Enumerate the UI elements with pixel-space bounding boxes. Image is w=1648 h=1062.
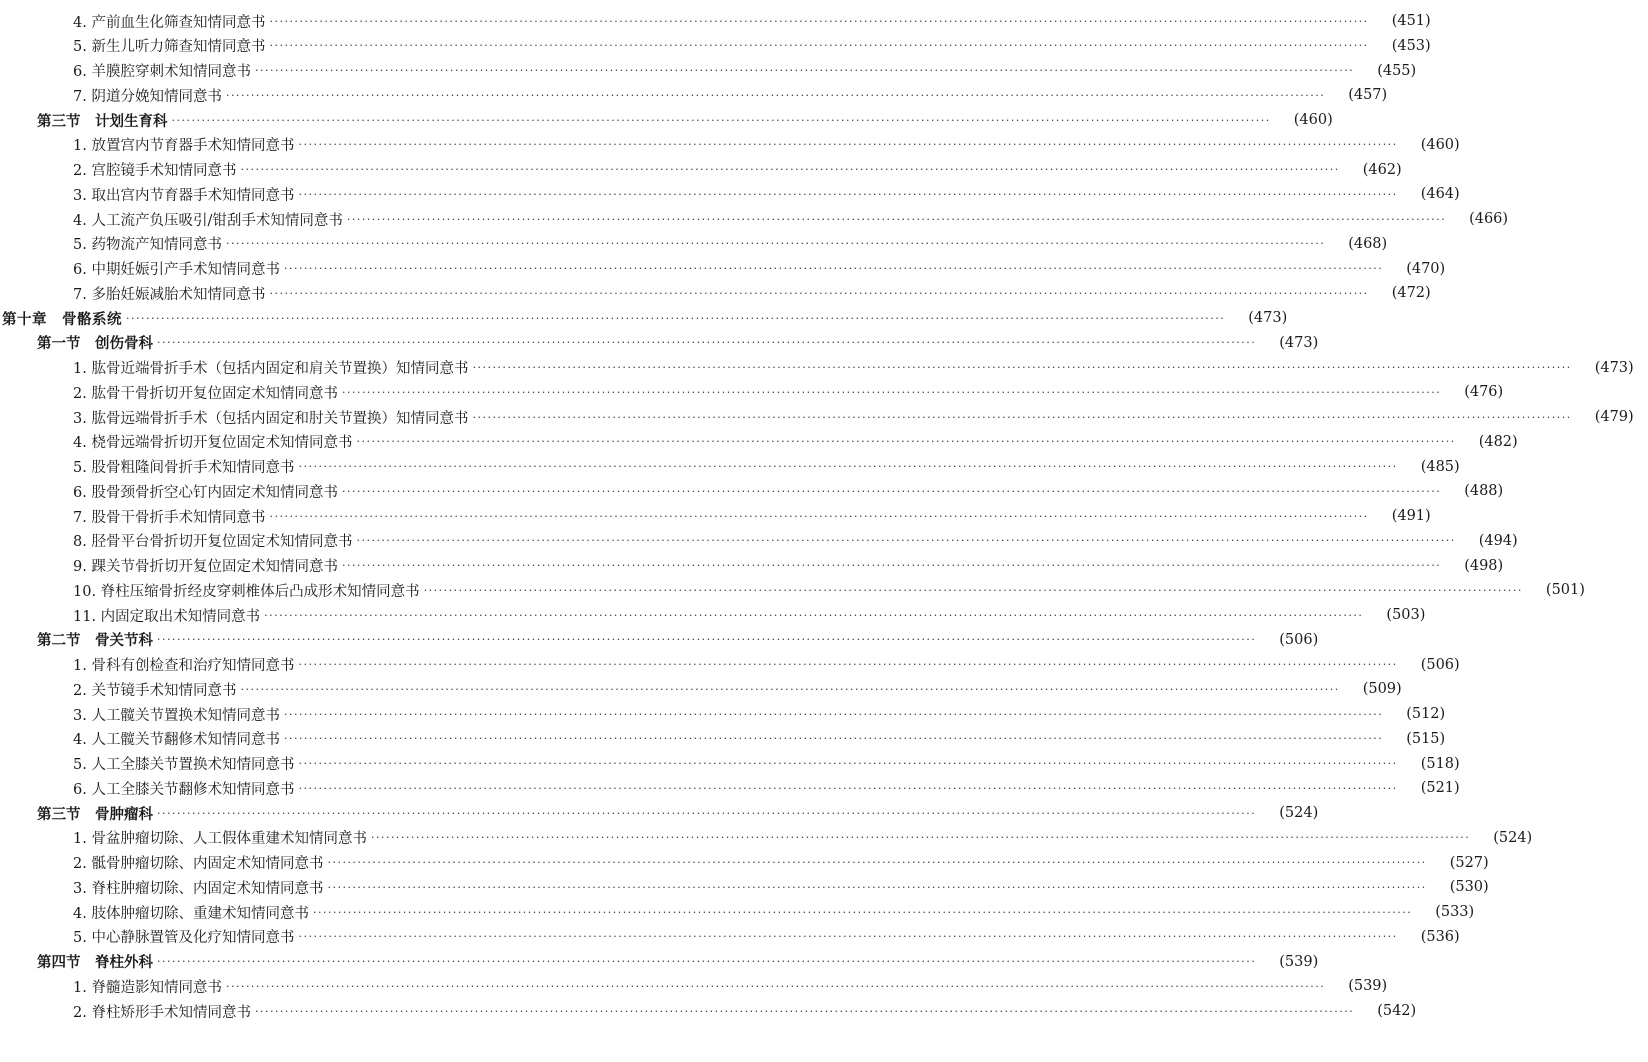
toc-entry [0, 430, 1518, 454]
toc-entry [0, 405, 1634, 429]
toc-page-number: (509) [1362, 681, 1402, 698]
toc-title: 3. 人工髋关节置换术知情同意书 [73, 707, 280, 724]
toc-entry [0, 603, 1426, 627]
toc-title: 2. 脊柱矫形手术知情同意书 [73, 1004, 251, 1021]
toc-page-number: (533) [1435, 904, 1475, 920]
toc-title: 1. 骨科有创检查和治疗知情同意书 [73, 658, 295, 674]
toc-title: 4. 桡骨远端骨折切开复位固定术知情同意书 [73, 435, 353, 452]
toc-leader-dots: ···························································································································································································································· [341, 385, 1442, 399]
toc-leader-dots: ···························································································································································································································· [283, 732, 1384, 746]
toc-entry [0, 182, 1460, 206]
toc-page-number: (521) [1420, 780, 1460, 797]
toc-leader-dots: ···························································································································································································································· [283, 262, 1384, 275]
toc-section [0, 628, 1319, 652]
toc-page-number: (462) [1362, 161, 1402, 178]
toc-title: 8. 胫骨平台骨折切开复位固定术知情同意书 [73, 534, 353, 551]
toc-entry [0, 83, 1388, 107]
toc-entry [0, 9, 1431, 33]
toc-entry [0, 826, 1533, 850]
toc-page-number: (472) [1391, 285, 1431, 302]
toc-page-number: (466) [1469, 211, 1509, 227]
toc-page-number: (494) [1478, 532, 1518, 549]
toc-entry [0, 999, 1417, 1023]
toc-page-number: (527) [1449, 854, 1489, 871]
toc-page-number: (460) [1420, 136, 1460, 153]
toc-entry [0, 653, 1460, 677]
toc-title: 9. 踝关节骨折切开复位固定术知情同意书 [73, 559, 338, 575]
toc-title: 10. 脊柱压缩骨折经皮穿刺椎体后凸成形术知情同意书 [73, 583, 420, 600]
toc-title: 4. 肢体肿瘤切除、重建术知情同意书 [73, 905, 309, 922]
toc-title: 第三节 骨肿瘤科 [37, 805, 153, 823]
toc-leader-dots: ···························································································································································································································· [269, 14, 1369, 28]
toc-entry [0, 900, 1475, 924]
toc-title: 1. 肱骨近端骨折手术（包括内固定和肩关节置换）知情同意书 [73, 361, 469, 377]
toc-title: 4. 产前血生化筛查知情同意书 [73, 14, 266, 31]
toc-page-number: (524) [1279, 805, 1319, 821]
toc-entry [0, 133, 1460, 157]
toc-leader-dots: ···························································································································································································································· [269, 39, 1369, 53]
toc-leader-dots: ···························································································································································································································· [240, 163, 1340, 176]
toc-leader-dots: ···························································································································································································································· [370, 831, 1471, 845]
toc-page-number: (488) [1464, 483, 1504, 500]
toc-title: 6. 人工全膝关节翻修术知情同意书 [73, 781, 295, 798]
toc-page-number: (542) [1377, 1003, 1417, 1019]
toc-entry [0, 34, 1431, 58]
toc-title: 第十章 骨骼系统 [2, 310, 122, 328]
toc-title: 5. 股骨粗隆间骨折手术知情同意书 [73, 460, 295, 476]
toc-page-number: (506) [1279, 631, 1319, 648]
toc-page-number: (485) [1420, 458, 1460, 475]
toc-page-number: (530) [1449, 879, 1489, 896]
toc-page-number: (506) [1420, 656, 1460, 673]
toc-leader-dots: ···························································································································································································································· [225, 979, 1326, 993]
toc-title: 5. 新生儿听力筛查知情同意书 [73, 39, 266, 56]
toc-title: 4. 人工流产负压吸引/钳刮手术知情同意书 [73, 212, 343, 229]
toc-leader-dots: ···························································································································································································································· [327, 856, 1427, 869]
toc-page-number: (498) [1464, 557, 1504, 574]
toc-title: 2. 关节镜手术知情同意书 [73, 682, 237, 699]
toc-page-number: (539) [1348, 978, 1388, 995]
toc-title: 6. 中期妊娠引产手术知情同意书 [73, 262, 280, 278]
toc-leader-dots: ···························································································································································································································· [240, 682, 1340, 696]
toc-page-number: (455) [1377, 62, 1417, 79]
toc-leader-dots: ···························································································································································································································· [264, 608, 1364, 622]
toc-leader-dots: ···························································································································································································································· [327, 880, 1427, 894]
toc-entry [0, 59, 1417, 83]
toc-leader-dots: ···························································································································································································································· [157, 955, 1257, 968]
toc-entry [0, 504, 1431, 528]
toc-page-number: (501) [1545, 582, 1585, 599]
toc-leader-dots: ···························································································································································································································· [472, 361, 1572, 374]
toc-leader-dots: ···························································································································································································································· [157, 336, 1257, 350]
toc-entry [0, 479, 1504, 503]
toc-leader-dots: ···························································································································································································································· [341, 559, 1442, 572]
toc-page-number: (451) [1391, 13, 1431, 29]
toc-leader-dots: ···························································································································································································································· [298, 930, 1398, 944]
toc-leader-dots: ···························································································································································································································· [356, 534, 1456, 548]
toc-page-number: (491) [1391, 508, 1431, 524]
toc-page-number: (457) [1348, 87, 1388, 104]
toc-leader-dots: ···························································································································································································································· [126, 311, 1226, 325]
toc-page-number: (470) [1406, 260, 1446, 277]
toc-page-number: (524) [1493, 829, 1533, 846]
toc-title: 1. 放置宫内节育器手术知情同意书 [73, 138, 295, 155]
toc-title: 5. 中心静脉置管及化疗知情同意书 [73, 930, 295, 947]
toc-title: 3. 肱骨远端骨折手术（包括内固定和肘关节置换）知情同意书 [73, 410, 469, 427]
toc-leader-dots: ···························································································································································································································· [472, 410, 1572, 424]
toc-leader-dots: ···························································································································································································································· [157, 806, 1257, 820]
toc-entry [0, 281, 1431, 305]
toc-entry [0, 974, 1388, 998]
toc-title: 第四节 脊柱外科 [37, 954, 153, 971]
toc-entry [0, 578, 1585, 602]
toc-entry [0, 702, 1446, 726]
toc-title: 3. 取出宫内节育器手术知情同意书 [73, 187, 295, 204]
toc-page-number: (536) [1420, 928, 1460, 945]
toc-leader-dots: ···························································································································································································································· [269, 286, 1369, 300]
toc-page-number: (479) [1594, 409, 1634, 425]
toc-leader-dots: ···························································································································································································································· [298, 138, 1398, 152]
toc-title: 5. 药物流产知情同意书 [73, 237, 222, 254]
toc-entry [0, 380, 1504, 404]
toc-leader-dots: ···························································································································································································································· [225, 88, 1326, 102]
toc-page-number: (468) [1348, 235, 1388, 252]
toc-section [0, 108, 1333, 132]
toc-leader-dots: ···························································································································································································································· [346, 212, 1447, 226]
toc-entry [0, 554, 1504, 578]
toc-leader-dots: ···························································································································································································································· [298, 781, 1398, 795]
toc-page-number: (503) [1386, 607, 1426, 623]
toc-title: 7. 股骨干骨折手术知情同意书 [73, 509, 266, 526]
toc-leader-dots: ···························································································································································································································· [269, 509, 1369, 523]
toc-title: 11. 内固定取出术知情同意书 [73, 608, 261, 625]
toc-entry [0, 257, 1446, 281]
toc-page-number: (518) [1420, 755, 1460, 772]
toc-entry [0, 455, 1460, 479]
toc-leader-dots: ···························································································································································································································· [225, 237, 1326, 251]
toc-title: 2. 肱骨干骨折切开复位固定术知情同意书 [73, 385, 338, 402]
toc-leader-dots: ···························································································································································································································· [312, 905, 1413, 919]
toc-entry [0, 851, 1489, 875]
toc-leader-dots: ···························································································································································································································· [356, 435, 1456, 449]
toc-page-number: (482) [1478, 433, 1518, 450]
toc-title: 4. 人工髋关节翻修术知情同意书 [73, 732, 280, 749]
toc-page-number: (473) [1279, 334, 1319, 351]
toc-page-number: (473) [1248, 310, 1288, 326]
toc-entry [0, 925, 1460, 949]
toc-entry [0, 207, 1509, 231]
toc-section [0, 950, 1319, 974]
toc-title: 7. 多胎妊娠减胎术知情同意书 [73, 286, 266, 303]
toc-page-number: (515) [1406, 730, 1446, 747]
toc-title: 6. 股骨颈骨折空心钉内固定术知情同意书 [73, 484, 338, 501]
toc-leader-dots: ···························································································································································································································· [298, 460, 1398, 473]
toc-page-number: (539) [1279, 953, 1319, 970]
toc-title: 第二节 骨关节科 [37, 632, 153, 650]
toc-section [0, 801, 1319, 825]
toc-title: 2. 骶骨肿瘤切除、内固定术知情同意书 [73, 856, 324, 872]
toc-leader-dots: ···························································································································································································································· [298, 658, 1398, 671]
toc-title: 6. 羊膜腔穿刺术知情同意书 [73, 64, 251, 80]
toc-entry [0, 727, 1446, 751]
toc-leader-dots: ···························································································································································································································· [283, 707, 1384, 721]
toc-entry [0, 776, 1460, 800]
toc-entry [0, 232, 1388, 256]
toc-page-number: (473) [1594, 359, 1634, 376]
toc-title: 1. 脊髓造影知情同意书 [73, 979, 222, 996]
toc-leader-dots: ···························································································································································································································· [298, 757, 1398, 770]
toc-entry [0, 356, 1634, 380]
toc-title: 2. 宫腔镜手术知情同意书 [73, 163, 237, 179]
toc-leader-dots: ···························································································································································································································· [157, 633, 1257, 647]
toc-chapter [0, 306, 1288, 330]
toc-title: 第三节 计划生育科 [37, 112, 168, 130]
toc-leader-dots: ···························································································································································································································· [171, 113, 1271, 127]
toc-section [0, 331, 1319, 355]
toc-page-number: (453) [1391, 37, 1431, 54]
toc-leader-dots: ···························································································································································································································· [341, 484, 1442, 498]
toc-title: 1. 骨盆肿瘤切除、人工假体重建术知情同意书 [73, 831, 367, 848]
toc-page-number: (460) [1293, 112, 1333, 128]
toc-title: 3. 脊柱肿瘤切除、内固定术知情同意书 [73, 880, 324, 897]
toc-title: 7. 阴道分娩知情同意书 [73, 88, 222, 105]
toc-leader-dots: ···························································································································································································································· [254, 1004, 1355, 1018]
toc-entry [0, 158, 1402, 182]
toc-leader-dots: ···························································································································································································································· [423, 583, 1523, 597]
toc-page-number: (464) [1420, 186, 1460, 203]
toc-page-number: (476) [1464, 384, 1504, 401]
toc-entry [0, 875, 1489, 899]
toc-page-number: (512) [1406, 706, 1446, 722]
toc-leader-dots: ···························································································································································································································· [298, 187, 1398, 201]
toc-title: 第一节 创伤骨科 [37, 335, 153, 353]
toc-entry [0, 529, 1518, 553]
toc-leader-dots: ···························································································································································································································· [254, 64, 1355, 77]
toc-title: 5. 人工全膝关节置换术知情同意书 [73, 757, 295, 773]
toc-entry [0, 752, 1460, 776]
toc-entry [0, 677, 1402, 701]
